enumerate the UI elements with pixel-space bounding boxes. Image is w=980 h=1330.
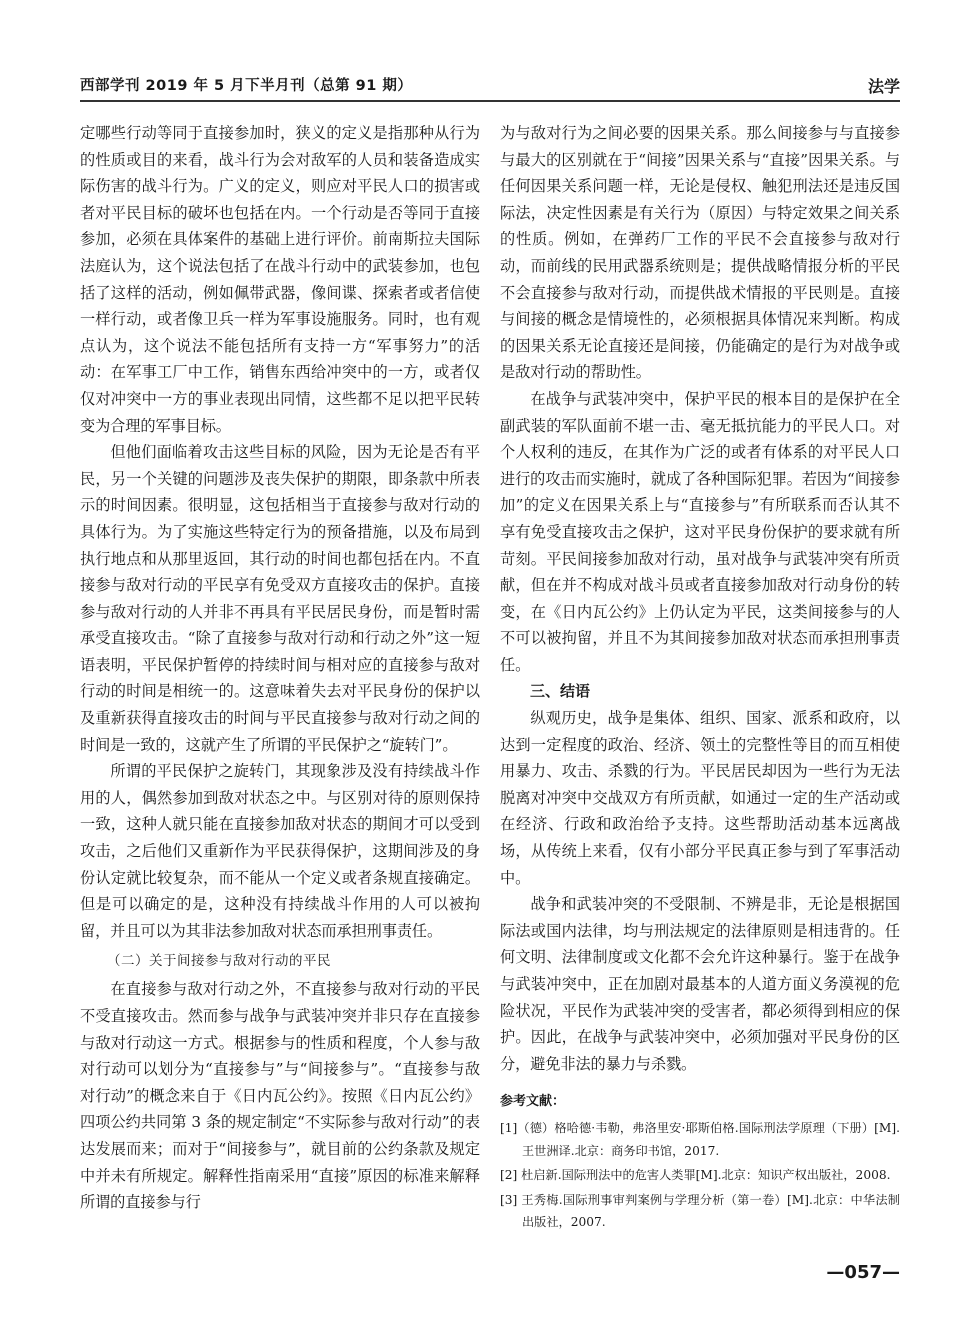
page-number: —057— (826, 1262, 900, 1283)
reference-item: [2] 杜启新.国际刑法中的危害人类罪[M].北京：知识产权出版社，2008. (500, 1168, 891, 1183)
body-paragraph: 纵观历史，战争是集体、组织、国家、派系和政府，以达到一定程度的政治、经济、领土的完整性等目的而互相使用暴力、攻击、杀戮的行为。平民居民却因为一些行为无法脱离对冲突中交战双方有所贡献，如通过一定的生产活动或在经济、行政和政治给予支持。这些帮助活动基本远离战场，从传统上来看，仅有小部分平民真正参与到了军事活动中。 (500, 709, 900, 887)
body-paragraph: 定哪些行动等同于直接参加时，狭义的定义是指那种从行为的性质或目的来看，战斗行为会对敌军的人员和装备造成实际伤害的战斗行为。广义的定义，则应对平民人口的损害或者对平民目标的破坏也包括在内。一个行动是否等同于直接参加，必须在具体案件的基础上进行评价。前南斯拉夫国际法庭认为，这个说法包括了在战斗行动中的武装参加，也包括了这样的活动，例如佩带武器，像间谍、探索者或者信使一样行动，或者像卫兵一样为军事设施服务。同时，也有观点认为，这个说法不能包括所有支持一方“军事努力”的活动：在军事工厂中工作，销售东西给冲突中的一方，或者仅仅对冲突中一方的事业表现出同情，这些都不足以把平民转变为合理的军事目标。 (80, 124, 480, 435)
section-label: 法学 (867, 77, 900, 96)
section-subheading: （二）关于间接参与敌对行动的平民 (107, 953, 331, 970)
running-header (80, 74, 900, 100)
body-paragraph: 战争和武装冲突的不受限制、不辨是非，无论是根据国际法或国内法律，均与刑法规定的法律原则是相违背的。任何文明、法律制度或文化都不会允许这种暴行。鉴于在战争与武装冲突中，正在加剧对最基本的人道方面义务漠视的危险状况，平民作为武装冲突的受害者，都必须得到相应的保护。因此，在战争与武装冲突中，必须加强对平民身份的区分，避免非法的暴力与杀戮。 (500, 895, 900, 1073)
right-column (500, 120, 900, 1236)
body-paragraph: 所谓的平民保护之旋转门，其现象涉及没有持续战斗作用的人，偶然参加到敌对状态之中。与区别对待的原则保持一致，这种人就只能在直接参加敌对状态的期间才可以受到攻击，之后他们又重新作为平民获得保护，这期间涉及的身份认定就比较复杂，而不能从一个定义或者条规直接确定。但是可以确定的是，这种没有持续战斗作用的人可以被拘留，并且可以为其非法参加敌对状态而承担刑事责任。 (80, 762, 480, 940)
body-paragraph: 为与敌对行为之间必要的因果关系。那么间接参与与直接参与最大的区别就在于“间接”因果关系与“直接”因果关系。与任何因果关系问题一样，无论是侵权、触犯刑法还是违反国际法，决定性因素是有关行为（原因）与特定效果之间关系的性质。例如，在弹药厂工作的平民不会直接参与敌对行动，而前线的民用武器系统则是；提供战略情报分析的平民不会直接参与敌对行动，而提供战术情报的平民则是。直接与间接的概念是情境性的，必须根据具体情况来判断。构成的因果关系无论直接还是间接，仍能确定的是行为对战争或是敌对行动的帮助性。 (500, 124, 900, 382)
conclusion-heading: 三、结语 (530, 682, 591, 701)
left-column (80, 120, 480, 1216)
body-paragraph: 但他们面临着攻击这些目标的风险，因为无论是否有平民，另一个关键的问题涉及丧失保护的期限，即条款中所表示的时间因素。很明显，这包括相当于直接参与敌对行动的具体行为。为了实施这些特定行为的预备措施，以及布局到执行地点和从那里返回，其行动的时间也都包括在内。不直接参与敌对行动的平民享有免受双方直接攻击的保护。直接参与敌对行动的人并非不再具有平民居民身份，而是暂时需承受直接攻击。“除了直接参与敌对行动和行动之外”这一短语表明，平民保护暂停的持续时间与相对应的直接参与敌对行动的时间是相统一的。这意味着失去对平民身份的保护以及重新获得直接攻击的时间与平民直接参与敌对行动之间的时间是一致的，这就产生了所谓的平民保护之“旋转门”。 (80, 443, 480, 754)
reference-item: [3] 王秀梅.国际刑事审判案例与学理分析（第一卷）[M].北京：中华法制出版社，2007. (500, 1192, 900, 1230)
reference-item: [1]（德）格哈德·韦勒，弗洛里安·耶斯伯格.国际刑法学原理（下册）[M].王世洲译.北京：商务印书馆，2017. (500, 1121, 900, 1158)
body-paragraph: 在战争与武装冲突中，保护平民的根本目的是保护在全副武装的军队面前不堪一击、毫无抵抗能力的平民人口。对个人权利的违反，在其作为广泛的或者有体系的对平民人口进行的攻击而实施时，就成了各种国际犯罪。若因为“间接参加”的定义在因果关系上与“直接参与”有所联系而否认其不享有免受直接攻击之保护，这对平民身份保护的要求就有所苛刻。平民间接参加敌对行动，虽对战争与武装冲突有所贡献，但在并不构成对战斗员或者直接参加敌对行动身份的转变，在《日内瓦公约》上仍认定为平民，这类间接参与的人不可以被拘留，并且不为其间接参加敌对状态而承担刑事责任。 (500, 389, 900, 674)
references-title: 参考文献： (500, 1094, 566, 1110)
header-divider (80, 100, 900, 102)
journal-title: 西部学刊 2019 年 5 月下半月刊（总第 91 期） (80, 78, 413, 94)
body-paragraph: 在直接参与敌对行动之外，不直接参与敌对行动的平民不受直接攻击。然而参与战争与武装冲突并非只存在直接参与敌对行动这一方式。根据参与的性质和程度，个人参与敌对行动可以划分为“直接参与”与“间接参与”。“直接参与敌对行动”的概念来自于《日内瓦公约》。按照《日内瓦公约》四项公约共同第 3 条的规定制定“不实际参与敌对行动”的表达发展而来；而对于“间接参与”，就目前的公约条款及规定中并未有所规定。解释性指南采用“直接”原因的标准来解释所谓的直接参与行 (80, 980, 480, 1212)
